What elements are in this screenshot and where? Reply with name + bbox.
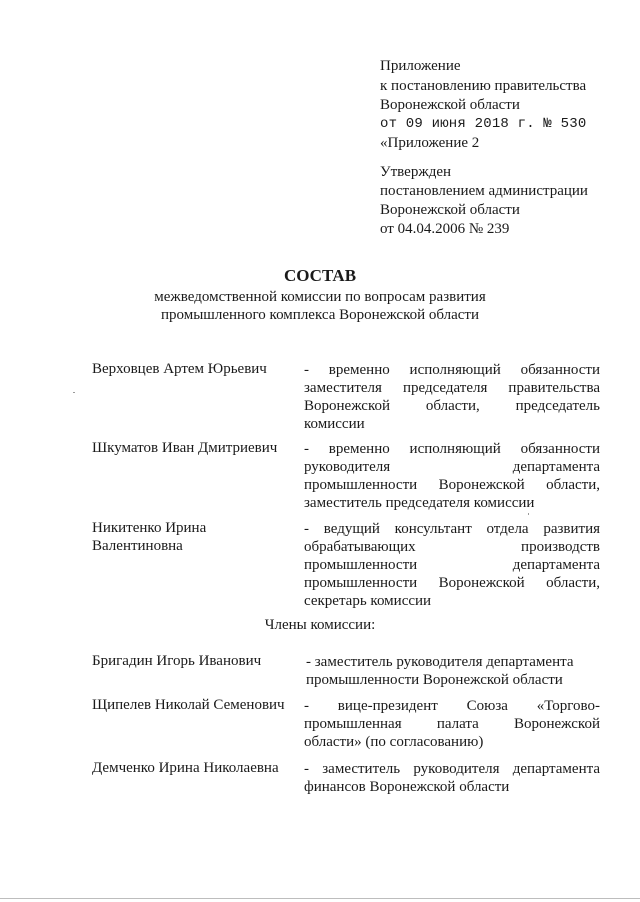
member-role-line: - временно исполняющий обязанности [304, 441, 600, 457]
member-role-line: секретарь комиссии [304, 593, 432, 609]
member-name: Щипелев Николай Семенович [92, 697, 285, 713]
member-role-line: Воронежской области, председатель [304, 398, 600, 414]
approved-region: Воронежской области [380, 202, 520, 218]
member-role-line: заместитель председателя комиссии [304, 495, 535, 511]
member-role-line: промышленности Воронежской области [306, 672, 563, 688]
member-role-line: области» (по согласованию) [304, 734, 484, 750]
member-role-line: - заместитель руководителя департамента [306, 654, 574, 670]
document-title: СОСТАВ [283, 266, 357, 285]
member-name: Никитенко Ирина [92, 520, 207, 536]
member-role-line: - вице-президент Союза «Торгово- [304, 698, 600, 714]
member-name: Шкуматов Иван Дмитриевич [92, 440, 278, 456]
members-heading: Члены комиссии: [264, 617, 376, 633]
member-role-line: промышленности Воронежской области, [304, 477, 600, 493]
appendix-title: Приложение [380, 58, 461, 74]
scan-speck [528, 513, 529, 515]
member-name: Бригадин Игорь Иванович [92, 653, 262, 669]
member-role-line: обрабатывающих производств [304, 539, 600, 555]
document-subtitle-line-2: промышленного комплекса Воронежской области [160, 307, 480, 323]
member-role-line: промышленная палата Воронежской [304, 716, 600, 732]
member-name: Демченко Ирина Николаевна [92, 760, 279, 776]
member-role-line: - ведущий консультант отдела развития [304, 521, 600, 537]
scan-bottom-edge [0, 898, 640, 899]
document-subtitle-line-1: межведомственной комиссии по вопросам развития [154, 289, 486, 305]
approved-title: Утвержден [380, 164, 452, 180]
member-role-line: промышленности Воронежской области, [304, 575, 600, 591]
member-role-line: финансов Воронежской области [304, 779, 510, 795]
scan-speck [73, 392, 75, 393]
member-role-line: комиссии [304, 416, 365, 432]
appendix-region: Воронежской области [380, 97, 520, 113]
member-role-line: промышленности департамента [304, 557, 600, 573]
member-name-continued: Валентиновна [92, 538, 183, 554]
appendix-ref: к постановлению правительства [380, 78, 587, 94]
member-role-line: заместителя председателя правительства [304, 380, 600, 396]
member-role-line: - временно исполняющий обязанности [304, 362, 600, 378]
appendix-number: «Приложение 2 [380, 135, 480, 151]
member-role-line: руководителя департамента [304, 459, 600, 475]
approved-date-number: от 04.04.2006 № 239 [380, 221, 510, 237]
appendix-date-number: от 09 июня 2018 г. № 530 [380, 116, 587, 132]
member-name: Верховцев Артем Юрьевич [92, 361, 267, 377]
approved-by: постановлением администрации [380, 183, 588, 199]
member-role-line: - заместитель руководителя департамента [304, 761, 600, 777]
